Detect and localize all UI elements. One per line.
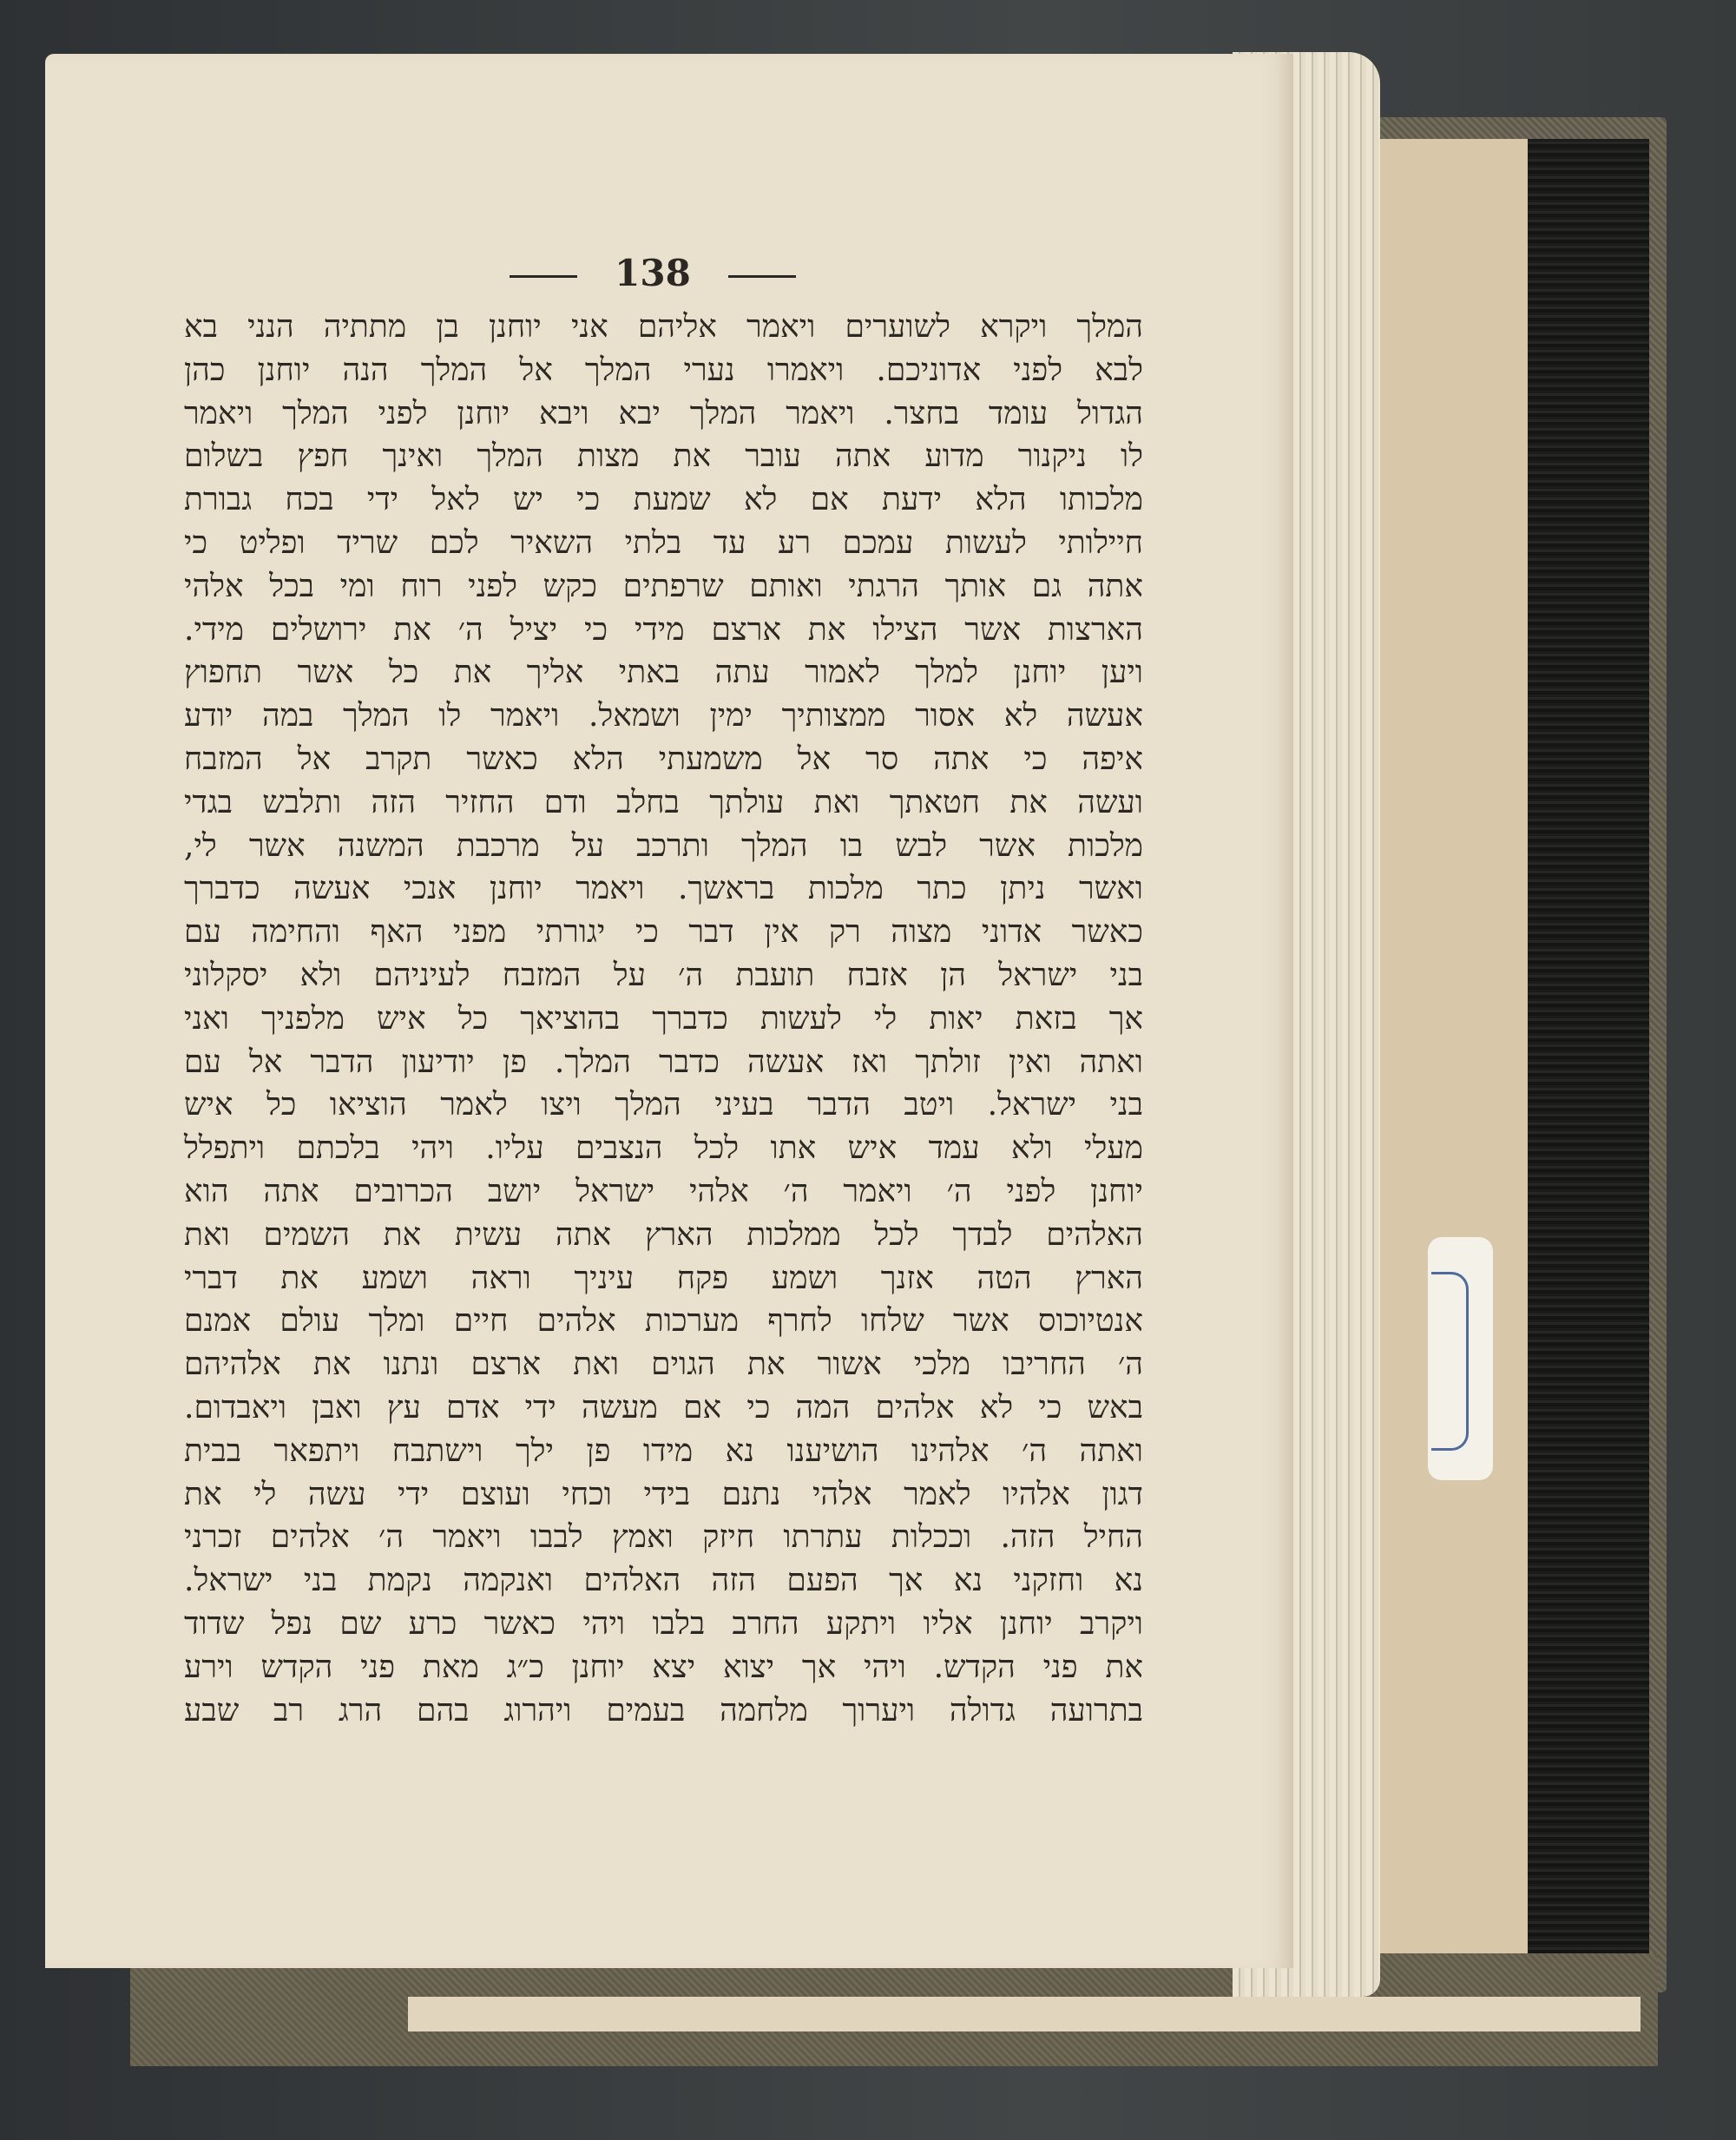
text-line: לו ניקנור מדוע אתה עובר את מצות המלך ואינך חפץ בשלום [184, 438, 1143, 475]
text-line: אעשה לא אסור ממצותיך ימין ושמאל. ויאמר לו המלך במה יודע [184, 698, 1143, 734]
text-line: יוחנן לפני ה׳ ויאמר ה׳ אלהי ישראל יושב הכרובים אתה הוא [184, 1173, 1143, 1209]
library-label [1428, 1237, 1493, 1480]
text-line: אתה גם אותך הרגתי ואותם שרפתים כקש לפני רוח ומי בכל אלהי [184, 568, 1143, 604]
text-line: מעלי ולא עמד איש אתו לכל הנצבים עליו. ויהי בלכתם ויתפלל [184, 1130, 1143, 1167]
text-line: המלך ויקרא לשוערים ויאמר אליהם אני יוחנן בן מתתיה הנני בא [184, 309, 1143, 345]
text-line: אך בזאת יאות לי לעשות כדברך בהוציאך כל איש מלפניך ואני [184, 1000, 1143, 1037]
text-line: מלכות אשר לבש בו המלך ותרכב על מרכבת המשנה אשר לי, [184, 827, 1143, 864]
text-line: הארצות אשר הצילו את ארצם מידי כי יציל ה׳ את ירושלים מידי. [184, 611, 1143, 648]
book-page [45, 54, 1293, 1968]
page-header [510, 252, 796, 295]
text-line: בני ישראל הן אזבח תועבת ה׳ על המזבח לעיניהם ולא יסקלוני [184, 957, 1144, 993]
text-line: הארץ הטה אזנך ושמע פקח עיניך וראה ושמע את דברי [184, 1260, 1143, 1296]
text-line: בתרועה גדולה ויערוך מלחמה בעמים ויהרוג בהם הרג רב שבע [184, 1692, 1143, 1728]
text-line: לבא לפני אדוניכם. ויאמרו נערי המלך אל המלך הנה יוחנן כהן [184, 352, 1143, 388]
text-line: ואתה ה׳ אלהינו הושיענו נא מידו פן ילך וישתבח ויתפאר בבית [184, 1432, 1143, 1469]
bottom-endpaper-strip [408, 1997, 1641, 2031]
text-line: ואשר ניתן כתר מלכות בראשך. ויאמר יוחנן אנכי אעשה כדברך [184, 871, 1143, 907]
label-frame [1431, 1272, 1469, 1451]
text-line: הגדול עומד בחצר. ויאמר המלך יבא ויבא יוחנן לפני המלך ויאמר [184, 395, 1143, 431]
text-line: ועשה את חטאתך ואת עולתך בחלב ודם החזיר הזה ותלבש בגדי [184, 784, 1143, 820]
text-line: האלהים לבדך לכל ממלכות הארץ אתה עשית את השמים ואת [184, 1216, 1143, 1253]
text-line: ויקרב יוחנן אליו ויתקע החרב בלבו ויהי כאשר כרע שם נפל שדוד [184, 1605, 1143, 1642]
text-line: חיילותי לעשות עמכם רע עד בלתי השאיר לכם שריד ופליט כי [184, 524, 1143, 561]
body-text [184, 306, 1143, 1732]
text-line: בני ישראל. ויטב הדבר בעיני המלך ויצו לאמר הוציאו כל איש [184, 1087, 1143, 1123]
text-line: את פני הקדש. ויהי אך יצוא יצא יוחנן כ״ג מאת פני הקדש וירע [184, 1649, 1143, 1685]
text-line: נא וחזקני נא אך הפעם הזה האלהים ואנקמה נקמת בני ישראל. [184, 1563, 1143, 1599]
cover-edge [1528, 139, 1649, 1979]
text-line: החיל הזה. וככלות עתרתו חיזק ואמץ לבבו ויאמר ה׳ אלהים זכרני [184, 1519, 1143, 1556]
text-line: מלכותו הלא ידעת אם לא שמעת כי יש לאל ידי בכח גבורת [184, 482, 1143, 518]
text-line: ואתה ואין זולתך ואז אעשה כדבר המלך. פן יודיעון הדבר אל עם [184, 1044, 1143, 1080]
page-number: 138 [615, 252, 691, 294]
text-line: כאשר אדוני מצוה רק אין דבר כי יגורתי מפני האף והחימה עם [184, 914, 1143, 951]
text-line: ויען יוחנן למלך לאמור עתה באתי אליך את כל אשר תחפוץ [184, 655, 1143, 691]
text-line: באש כי לא אלהים המה כי אם מעשה ידי אדם עץ ואבן ויאבדום. [184, 1389, 1143, 1426]
text-line: דגון אלהיו לאמר אלהי נתנם בידי וכחי ועוצם ידי עשה לי את [184, 1476, 1143, 1512]
header-dash-right [728, 275, 796, 278]
text-line: אנטיוכוס אשר שלחו לחרף מערכות אלהים חיים ומלך עולם אמנם [184, 1303, 1143, 1340]
text-line: איפה כי אתה סר אל משמעתי הלא כאשר תקרב אל המזבח [184, 741, 1143, 777]
text-line: ה׳ החריבו מלכי אשור את הגוים ואת ארצם ונתנו את אלהיהם [184, 1347, 1144, 1383]
